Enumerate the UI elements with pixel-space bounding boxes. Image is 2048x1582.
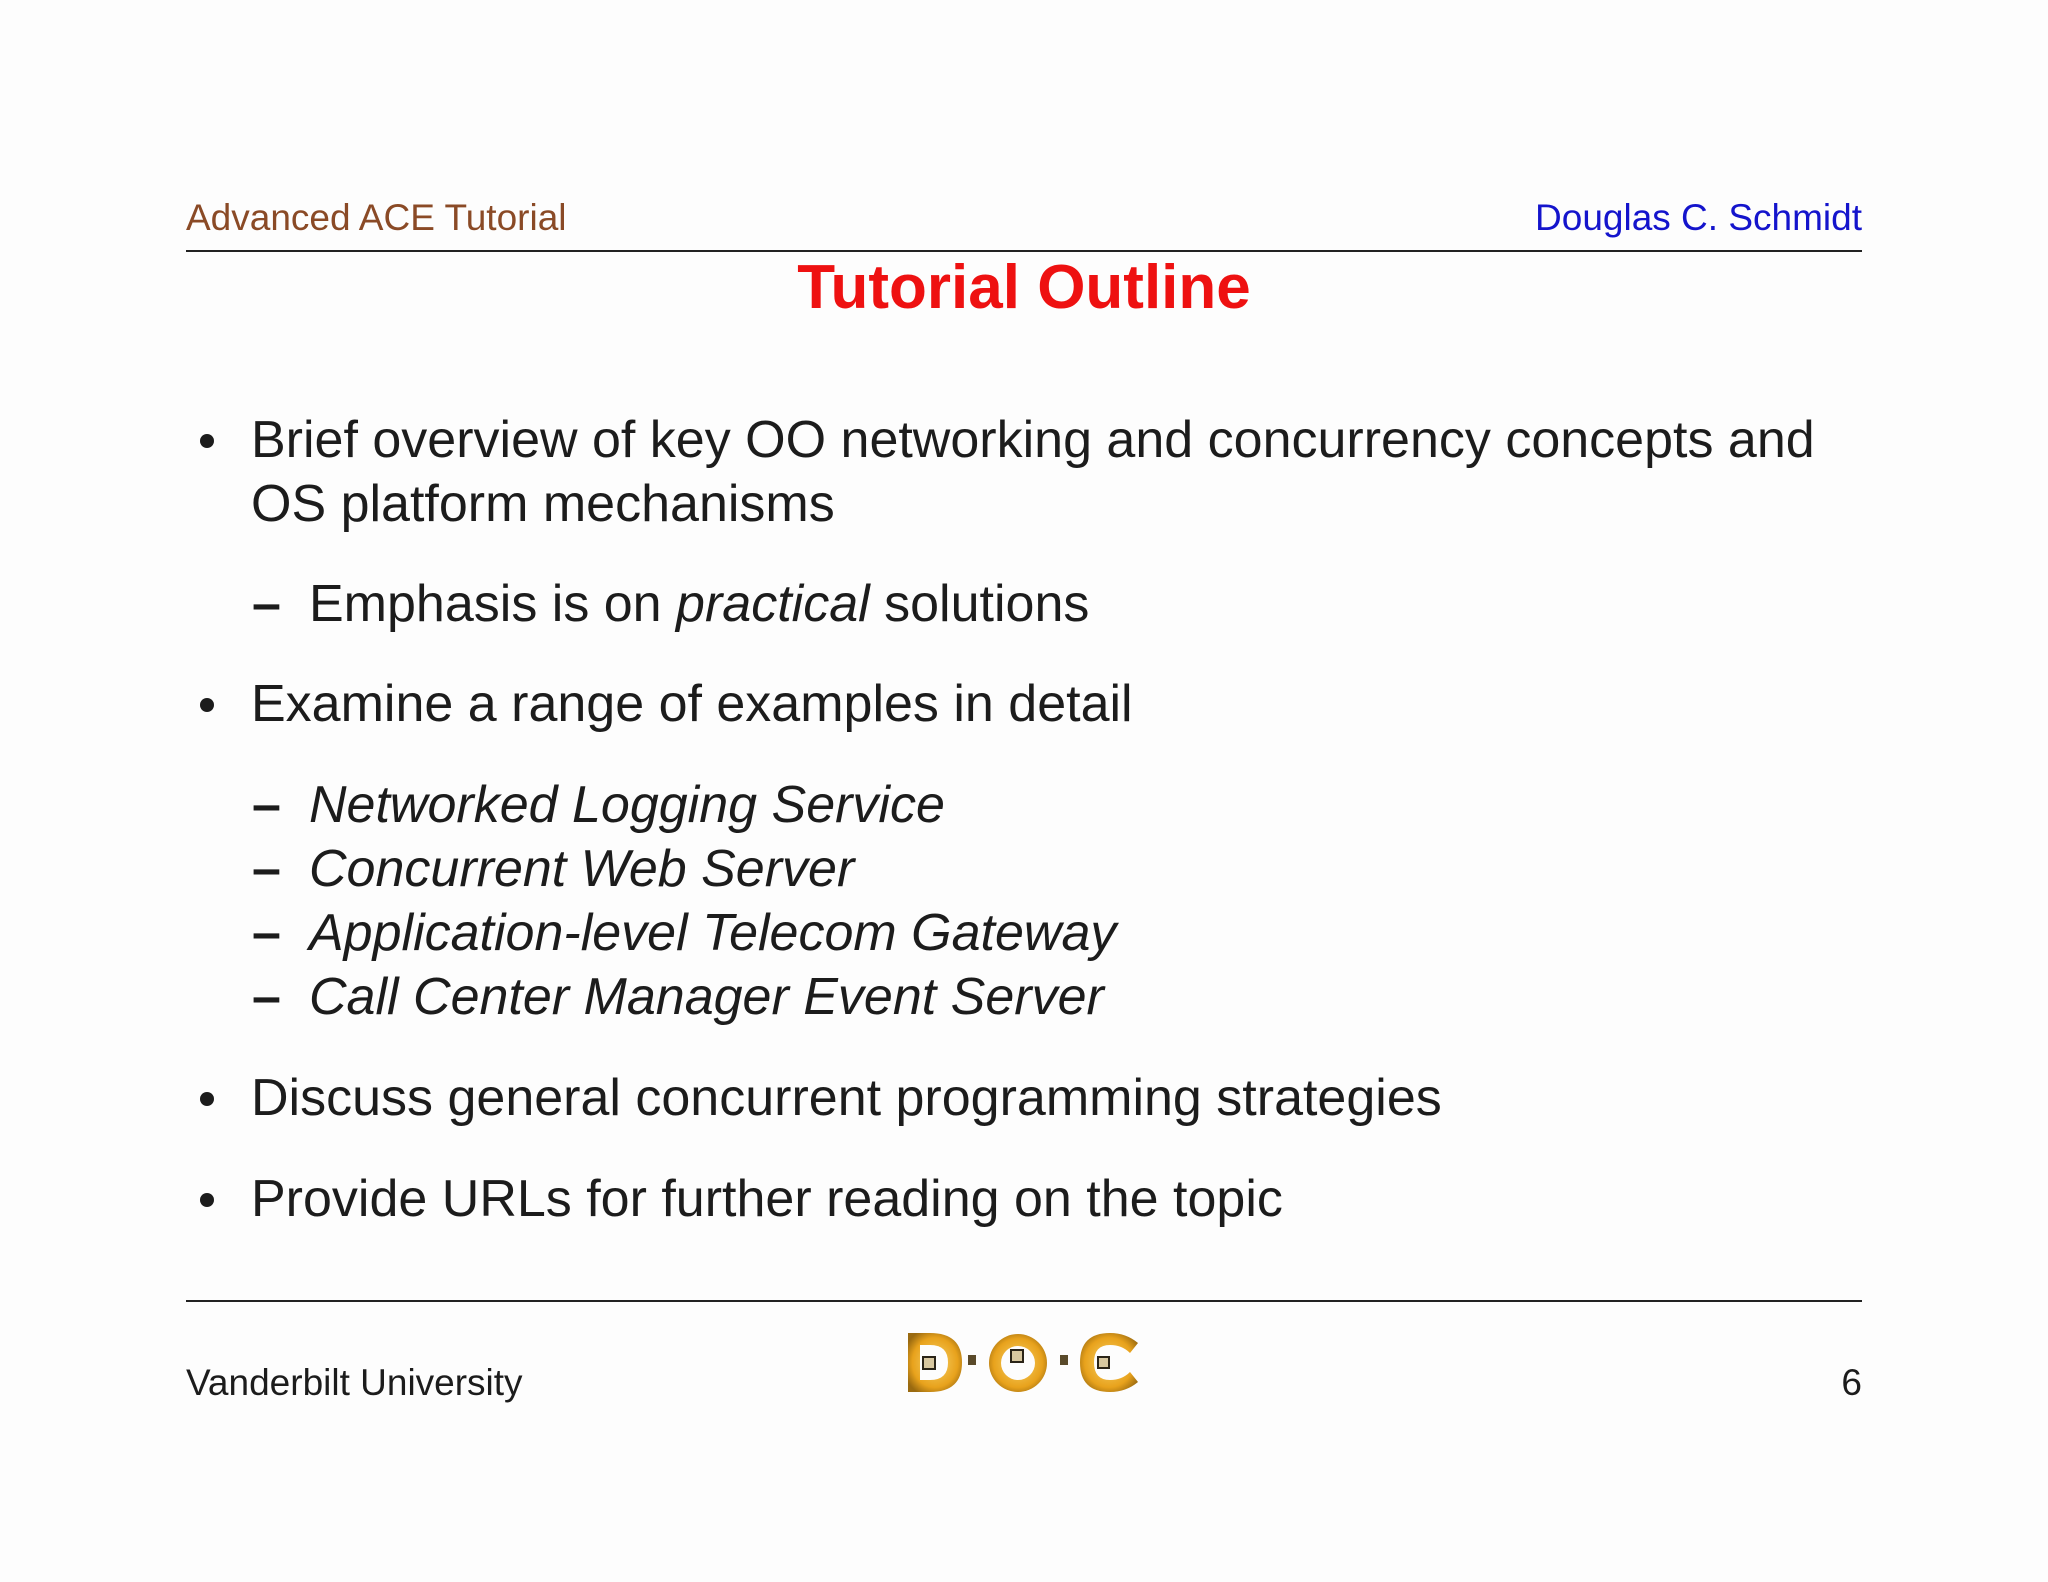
dash-icon: – <box>252 776 281 834</box>
sub-bullet-text: Call Center Manager Event Server <box>309 968 1104 1026</box>
bullet-text: Discuss general concurrent programming strategies <box>251 1069 1442 1127</box>
sub-bullet-text: Application-level Telecom Gateway <box>309 904 1117 962</box>
sub-bullet-text: Networked Logging Service <box>309 776 945 834</box>
slide-title: Tutorial Outline <box>797 253 1251 322</box>
bullet-item <box>186 408 1862 536</box>
logo-letter-c <box>1080 1333 1138 1392</box>
doc-group-logo <box>900 1325 1150 1400</box>
logo-letter-o <box>989 1334 1047 1392</box>
bullet-dot-icon <box>200 1193 214 1207</box>
bullet-item <box>186 1167 1862 1231</box>
sub-bullet-item <box>252 773 1852 837</box>
bullet-text: Provide URLs for further reading on the topic <box>251 1170 1283 1228</box>
footer-institution: Vanderbilt University <box>186 1362 523 1403</box>
logo-letter-u <box>1060 1355 1068 1365</box>
sub-bullet-item <box>252 901 1852 965</box>
sub-text-emphasis: practical <box>676 575 870 633</box>
bullet-dot-icon <box>200 698 214 712</box>
dash-icon: – <box>252 968 281 1026</box>
page-number: 6 <box>1841 1362 1862 1403</box>
bullet-item <box>186 1066 1862 1130</box>
bullet-text: Examine a range of examples in detail <box>251 675 1133 733</box>
dash-icon: – <box>252 904 281 962</box>
bullet-dot-icon <box>200 434 214 448</box>
sub-bullet-item <box>252 572 1852 636</box>
sub-bullet-text: Concurrent Web Server <box>309 840 855 898</box>
dash-icon: – <box>252 575 281 633</box>
sub-text-before: Emphasis is on <box>309 575 677 633</box>
sub-bullet-text <box>309 572 1852 636</box>
sub-bullet-item <box>252 837 1852 901</box>
footer-divider <box>186 1300 1862 1302</box>
header-course-title: Advanced ACE Tutorial <box>186 197 567 238</box>
sub-text-after: solutions <box>869 575 1090 633</box>
bullet-item <box>186 672 1862 736</box>
header-author: Douglas C. Schmidt <box>1535 197 1862 238</box>
sub-bullet-item <box>252 965 1852 1029</box>
bullet-dot-icon <box>200 1092 214 1106</box>
logo-letter-d <box>908 1333 962 1392</box>
logo-letter-r <box>968 1355 976 1365</box>
bullet-text: Brief overview of key OO networking and concurrency concepts and OS platform mechanisms <box>251 411 1815 533</box>
dash-icon: – <box>252 840 281 898</box>
